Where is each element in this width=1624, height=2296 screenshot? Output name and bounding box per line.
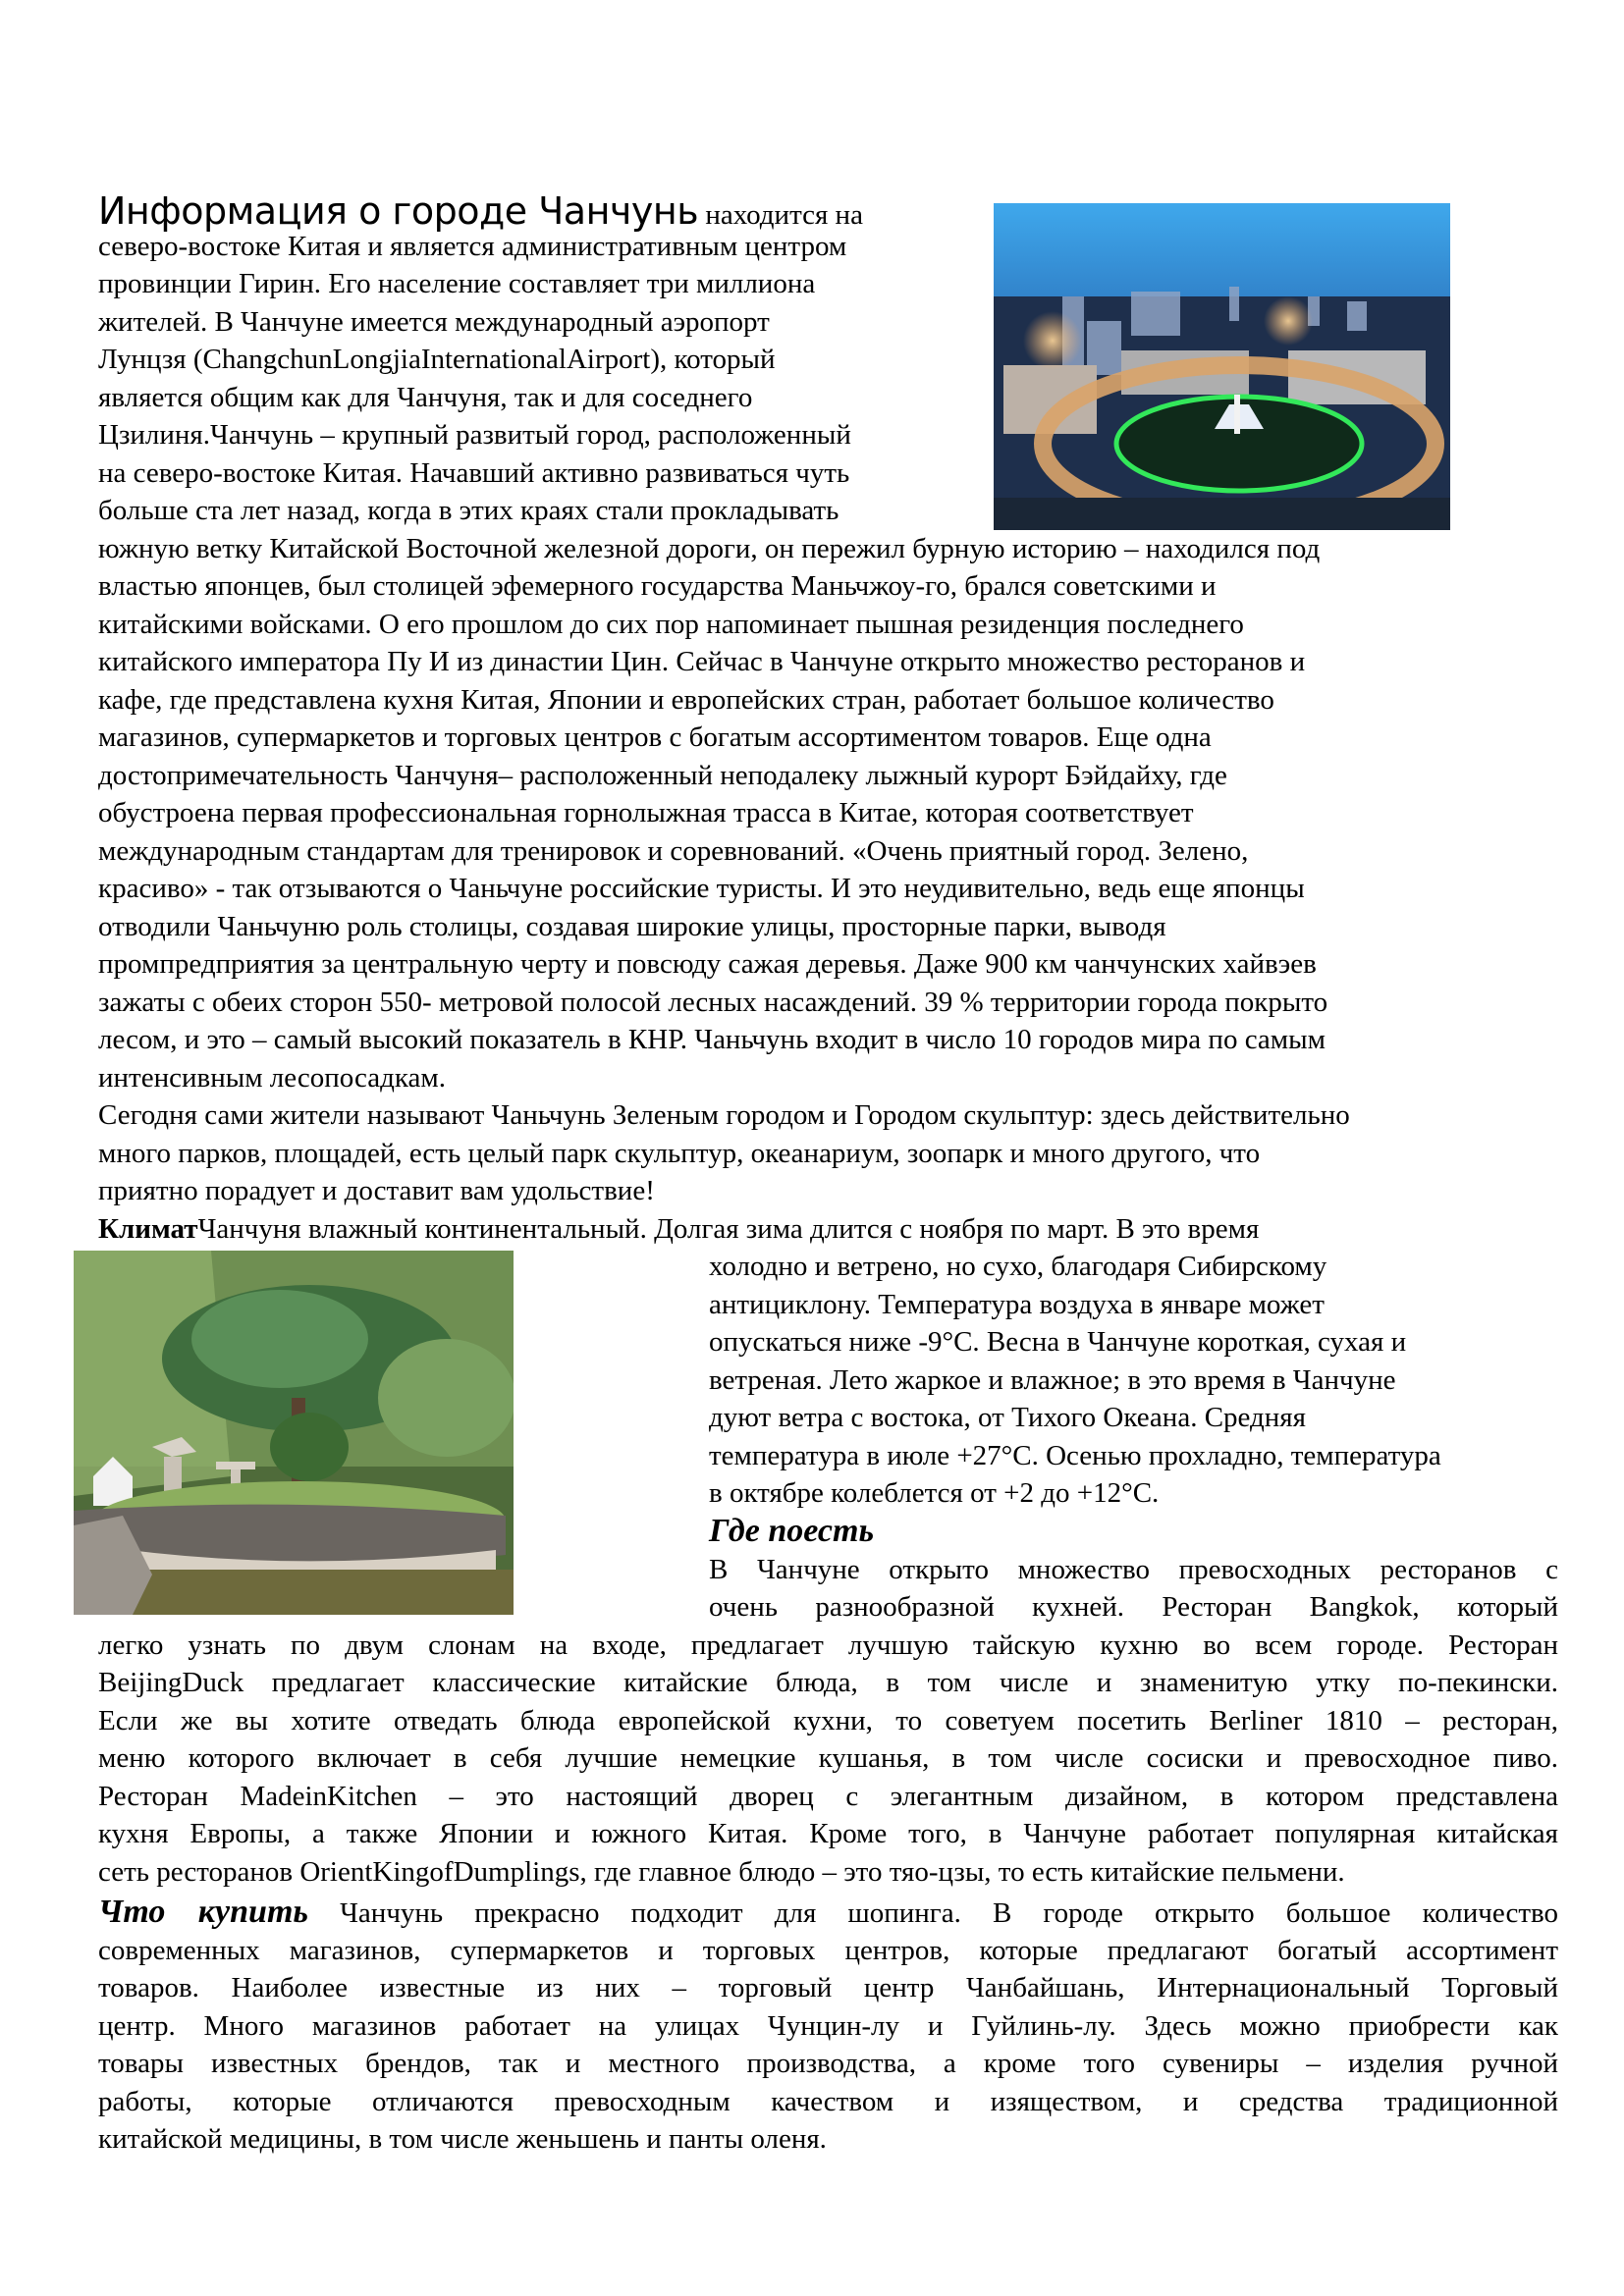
climate-line: антициклону. Температура воздуха в январе может: [709, 1289, 1325, 1320]
climate-line: опускаться ниже -9°С. Весна в Чанчуне короткая, сухая и: [709, 1326, 1407, 1358]
food-line: Если же вы хотите отведать блюда европейской кухни, то советуем посетить Berliner 1810 – ресторан,: [98, 1705, 1558, 1736]
intro-line: Лунцзя (ChangchunLongjiaInternationalAirport), который: [98, 344, 776, 375]
intro-line: северо-востоке Китая и является административным центром: [98, 231, 847, 262]
shopping-line: китайской медицины, в том числе женьшень и панты оленя.: [98, 2123, 827, 2155]
garden-photo: [74, 1251, 514, 1615]
shopping-line: работы, которые отличаются превосходным качеством и изяществом, и средства традиционной: [98, 2086, 1558, 2117]
food-line: меню которого включает в себя лучшие немецкие кушанья, в том числе сосиски и превосходное пиво.: [98, 1742, 1558, 1774]
climate-text: Чанчуня влажный континентальный. Долгая зима длится с ноября по март. В это время: [197, 1213, 1260, 1245]
intro-line: Цзилиня.Чанчунь – крупный развитый город, расположенный: [98, 419, 851, 451]
shopping-text: Чанчунь прекрасно подходит для шопинга. В городе открыто большое количество: [307, 1897, 1558, 1929]
intro-text: находится на: [698, 199, 863, 231]
city-night-photo: [994, 203, 1450, 530]
green-city-line: много парков, площадей, есть целый парк скульптур, океанариум, зоопарк и много другого, что: [98, 1138, 1261, 1169]
shopping-line: товаров. Наиболее известные из них – торговый центр Чанбайшань, Интернациональный Торговый: [98, 1972, 1558, 2003]
green-city-line: приятно порадует и доставит вам удольствие!: [98, 1175, 655, 1206]
intro-line: жителей. В Чанчуне имеется международный аэропорт: [98, 306, 770, 338]
climate-line: холодно и ветрено, но сухо, благодаря Сибирскому: [709, 1251, 1327, 1282]
city-night-image: [994, 203, 1450, 530]
food-heading: Где поесть: [709, 1513, 875, 1549]
intro-line: китайского императора Пу И из династии Цин. Сейчас в Чанчуне открыто множество ресторанов и: [98, 646, 1306, 677]
intro-line: провинции Гирин. Его население составляет три миллиона: [98, 268, 816, 299]
intro-line: промпредприятия за центральную черту и повсюду сажая деревья. Даже 900 км чанчунских хайвэев: [98, 948, 1317, 980]
climate-line-1: [98, 1210, 1259, 1248]
shopping-line: центр. Много магазинов работает на улицах Чунцин-лу и Гуйлинь-лу. Здесь можно приобрести как: [98, 2010, 1558, 2042]
food-line: В Чанчуне открыто множество превосходных ресторанов с: [709, 1554, 1558, 1585]
climate-line: в октябре колеблется от +2 до +12°С.: [709, 1477, 1160, 1509]
intro-line: отводили Чаньчуню роль столицы, создавая широкие улицы, просторные парки, выводя: [98, 911, 1166, 942]
page-title: Информация о городе Чанчунь: [98, 189, 699, 233]
food-line: Ресторан MadeinKitchen – это настоящий дворец с элегантным дизайном, в котором представлена: [98, 1781, 1558, 1812]
shopping-line: товары известных брендов, так и местного производства, а кроме того сувениры – изделия ручной: [98, 2048, 1558, 2079]
green-city-line: Сегодня сами жители называют Чаньчунь Зеленым городом и Городом скульптур: здесь действительно: [98, 1099, 1350, 1131]
climate-line: температура в июле +27°С. Осенью прохладно, температура: [709, 1440, 1441, 1471]
intro-line: обустроена первая профессиональная горнолыжная трасса в Китае, которая соответствует: [98, 797, 1194, 828]
intro-line: властью японцев, был столицей эфемерного государства Маньчжоу-го, брался советскими и: [98, 570, 1217, 602]
food-line: очень разнообразной кухней. Ресторан Bangkok, который: [709, 1591, 1558, 1623]
intro-line: южную ветку Китайской Восточной железной дороги, он пережил бурную историю – находился под: [98, 533, 1321, 564]
intro-line: магазинов, супермаркетов и торговых центров с богатым ассортиментом товаров. Еще одна: [98, 721, 1212, 753]
food-line: легко узнать по двум слонам на входе, предлагает лучшую тайскую кухню во всем городе. Ресторан: [98, 1629, 1558, 1661]
intro-line: больше ста лет назад, когда в этих краях стали прокладывать: [98, 495, 839, 526]
intro-line: на северо-востоке Китая. Начавший активно развиваться чуть: [98, 457, 850, 489]
intro-line: лесом, и это – самый высокий показатель в КНР. Чаньчунь входит в число 10 городов мира по самым: [98, 1024, 1326, 1055]
shopping-line-1: [98, 1894, 1558, 1931]
intro-line: китайскими войсками. О его прошлом до сих пор напоминает пышная резиденция последнего: [98, 609, 1244, 640]
intro-line: международным стандартам для тренировок и соревнований. «Очень приятный город. Зелено,: [98, 835, 1249, 867]
food-line: сеть ресторанов OrientKingofDumplings, где главное блюдо – это тяо-цзы, то есть китайские пельмени.: [98, 1856, 1345, 1888]
intro-line: является общим как для Чанчуня, так и для соседнего: [98, 382, 753, 413]
climate-heading: Климат: [98, 1213, 198, 1245]
shopping-line: современных магазинов, супермаркетов и торговых центров, которые предлагают богатый ассортимент: [98, 1935, 1558, 1966]
shopping-heading: Что купить: [98, 1894, 308, 1930]
food-line: BeijingDuck предлагает классические китайские блюда, в том числе и знаменитую утку по-пекински.: [98, 1667, 1558, 1698]
climate-line: ветреная. Лето жаркое и влажное; в это время в Чанчуне: [709, 1364, 1396, 1396]
food-line: кухня Европы, а также Японии и южного Китая. Кроме того, в Чанчуне работает популярная китайская: [98, 1818, 1558, 1849]
garden-image: [74, 1251, 514, 1615]
intro-line: кафе, где представлена кухня Китая, Японии и европейских стран, работает большое количество: [98, 684, 1274, 716]
intro-line: зажаты с обеих сторон 550- метровой полосой лесных насаждений. 39 % территории города покрыто: [98, 987, 1328, 1018]
intro-line: интенсивным лесопосадкам.: [98, 1062, 446, 1094]
intro-line: достопримечательность Чанчуня– расположенный неподалеку лыжный курорт Бэйдайху, где: [98, 760, 1227, 791]
intro-line: красиво» - так отзываются о Чаньчуне российские туристы. И это неудивительно, ведь еще японцы: [98, 873, 1305, 904]
climate-line: дуют ветра с востока, от Тихого Океана. Средняя: [709, 1402, 1306, 1433]
